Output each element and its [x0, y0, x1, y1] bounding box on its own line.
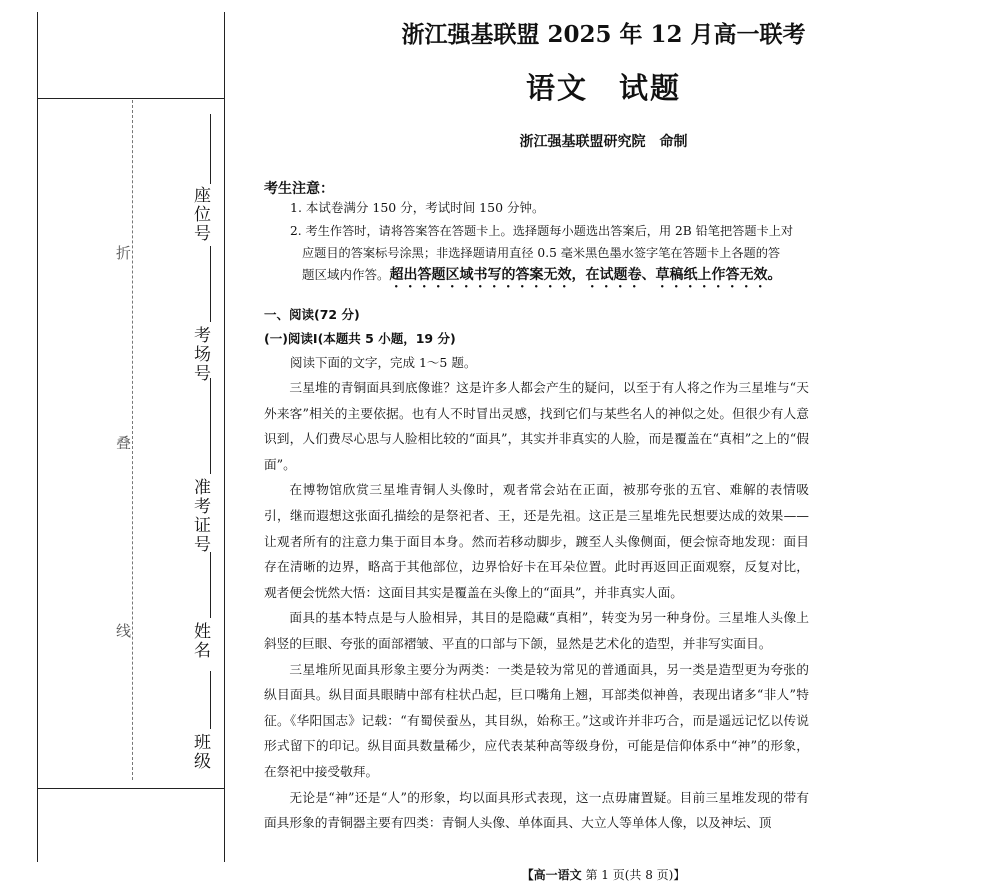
- margin-bottom-rule: [37, 788, 224, 789]
- page-footer: [224, 866, 983, 883]
- class-blank[interactable]: [210, 671, 211, 729]
- margin-top-rule: [37, 98, 224, 99]
- passage-paragraph-1: 三星堆的青铜面具到底像谁？这是许多人都会产生的疑问，以至于有人将之作为三星堆与“天外来客”相关的主要依据。也有人不时冒出灵感，找到它们与某些名人的神似之处。但很少有人意识到，人们费尽心思与人脸相比较的“面具”，其实并非真实的人脸，而是覆盖在“真相”之上的“假面”。: [264, 380, 809, 472]
- author-line: 浙江强基联盟研究院 命制: [519, 134, 688, 150]
- section-heading: 一、阅读(72 分): [264, 307, 360, 322]
- notice-heading: 考生注意：: [264, 181, 334, 197]
- margin-left-border: [37, 12, 38, 862]
- admission-number-field[interactable]: [188, 478, 212, 558]
- fold-char-1: 折: [116, 244, 132, 262]
- exam-room-field[interactable]: [188, 326, 212, 387]
- fold-char-2: 叠: [116, 434, 132, 452]
- exam-title: 浙江强基联盟 2025 年 12 月高一联考: [401, 21, 806, 48]
- passage-paragraph-2: 在博物馆欣赏三星堆青铜人头像时，观者常会站在正面，被那夸张的五官、难解的表情吸引，继而遐想这张面孔描绘的是祭祀者、王，还是先祖。这正是三星堆先民想要达成的效果——让观者所有的注意力集于面目本身。然而若移动脚步，踱至人头像侧面，便会惊奇地发现：面目存在清晰的边界，略高于其他部位，边界恰好卡在耳朵位置。此时再返回正面观察，反复对比，观者便会恍然大悟：这面目其实是覆盖在头像上的“面具”，并非真实人面。: [264, 482, 809, 600]
- footer-course: 【高一语文: [521, 868, 582, 882]
- class-label: 班级: [190, 733, 210, 771]
- exam-room-blank[interactable]: [210, 246, 211, 322]
- admission-number-blank[interactable]: [210, 378, 211, 474]
- passage-paragraph-4: 三星堆所见面具形象主要分为两类：一类是较为常见的普通面具，另一类是造型更为夸张的纵目面具。纵目面具眼睛中部有柱状凸起，巨口嘴角上翘，耳部类似神兽，表现出诸多“非人”特征。《华阳国志》记载：“有蜀侯蚕丛，其目纵，始称王。”这或许并非巧合，而是遥远记忆以传说形式留下的印记。纵目面具数量稀少，应代表某种高等级身份，可能是信仰体系中“神”的形象，在祭祀中接受敬拜。: [264, 661, 809, 779]
- seat-number-blank[interactable]: [210, 114, 211, 184]
- notice-item-2-line-3-plain: 题区域内作答。: [302, 267, 390, 282]
- notice-item-2-line-2: 应题目的答案标号涂黑；非选择题请用直径 0.5 毫米黑色墨水签字笔在答题卡上各题的答: [302, 246, 781, 260]
- subject-title: 语文 试题: [525, 71, 681, 105]
- name-label: 姓名: [190, 622, 210, 660]
- name-blank[interactable]: [210, 552, 211, 618]
- footer-page: 第 1 页(共 8 页)】: [585, 868, 686, 882]
- admission-number-label: 准考证号: [190, 478, 210, 554]
- fold-char-3: 线: [116, 622, 132, 640]
- passage: [264, 375, 809, 836]
- notice-item-2-line-3: [302, 262, 782, 291]
- exam-room-label: 考场号: [190, 326, 210, 383]
- instruction-line: 阅读下面的文字，完成 1～5 题。: [290, 355, 477, 370]
- class-field[interactable]: [188, 733, 212, 775]
- notice-item-1: 1. 本试卷满分 150 分，考试时间 150 分钟。: [290, 200, 545, 215]
- section-subheading: (一)阅读Ⅰ(本题共 5 小题，19 分): [264, 331, 456, 346]
- passage-paragraph-5: 无论是“神”还是“人”的形象，均以面具形式表现，这一点毋庸置疑。目前三星堆发现的带有面具形象的青铜器主要有四类：青铜人头像、单体面具、大立人等单体人像，以及神坛、顶: [264, 789, 809, 831]
- notice-emphasis: 超出答题区域书写的答案无效，在试题卷、草稿纸上作答无效。: [389, 267, 782, 283]
- fold-dashed-line: [132, 100, 133, 780]
- seat-number-field[interactable]: [188, 186, 212, 247]
- passage-paragraph-3: 面具的基本特点是与人脸相异，其目的是隐藏“真相”，转变为另一种身份。三星堆人头像上斜竖的巨眼、夸张的面部褶皱、平直的口部与下颌，显然是艺术化的造型，并非写实面目。: [264, 610, 809, 651]
- name-field[interactable]: [188, 622, 212, 664]
- seat-number-label: 座位号: [190, 186, 210, 243]
- notice-item-2-line-1: 2. 考生作答时，请将答案答在答题卡上。选择题每小题选出答案后，用 2B 铅笔把答题卡上对: [290, 224, 794, 238]
